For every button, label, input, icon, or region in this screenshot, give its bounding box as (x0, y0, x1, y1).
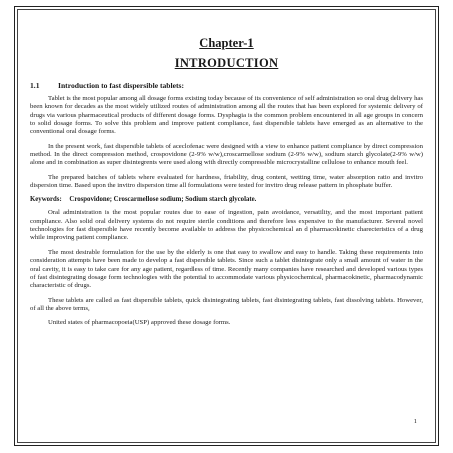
paragraph: Tablet is the most popular among all dosage forms existing today because of its convenience of self administration so oral drug delivery has been known for decades as the most widely utilized routes of administration among all the routes that has been explored for systemic delivery of drugs via various pharmaceutical products of different dosage forms. Dysphagia is the common problem encountered in all age groups in concern to solid dosage forms. To solve this problem and improve patient compliance, fast dispersible tablets have emerged as an alternative to the conventional oral dosage forms. (30, 95, 423, 136)
keywords-label: Keywords: (30, 196, 62, 204)
paragraph: The prepared batches of tablets where evaluated for hardness, friability, drug content, wetting time, water absorption ratio and invitro dispersion time. Based upon the invitro dispersion time all formulations were tested for invitro drug release pattern in phosphate buffer. (30, 173, 423, 190)
section-title: Introduction to fast dispersible tablets: (58, 81, 185, 90)
paragraph: Oral administration is the most popular routes due to ease of ingestion, pain avoidance, versatility, and the most important patient compliance. Also solid oral delivery systems do not require sterile conditions and therefore less expensive to the manufacturer. Several novel technologies for fast dispersible have recently become available to address the physicochemical an d pharmacokinetic charecteristics of a drug while improving patient compliance. (30, 209, 423, 242)
page-number: 1 (413, 418, 417, 425)
page-content (30, 36, 423, 334)
chapter-title: INTRODUCTION (174, 56, 279, 70)
keywords-text: Crospovidone; Croscarmellose sodium; Sodium starch glycolate. (69, 196, 257, 204)
keywords-line (30, 196, 423, 203)
paragraph: The most desirable formulation for the use by the elderly is one that easy to swallow and easy to handle. Taking these requirements into consideration attempts have been made to develop a fast dispersible tablets. Since such a tablet disintegrate only a small amount of water in the oral cavity, it is easy to take care for any age patient, regardless of time. Recently many companies have researched and developed various types of fast disintegrating dosage form technologies with the potential to accommodate various physicochemical, pharmacokinetic, pharmacodynamic characteristic of drugs. (30, 248, 423, 290)
paragraph: United states of pharmacopoeia(USP) approved these dosage forms. (48, 319, 231, 327)
paragraph: These tablets are called as fast dispersible tablets, quick disintegrating tablets, fast disintegrating tablets, fast dissolving tablets. However, of all the above terms, (30, 296, 423, 312)
chapter-heading: Chapter-1 (199, 36, 254, 50)
paragraph: In the present work, fast dispersible tablets of aceclofenac were designed with a view to enhance patient compliance by direct compression method. In the direct compression method, crospovidone (2-9% w/w),croscarmellose sodium (2-9% w/w), sodium starch glycolate(2-9% w/w) alone and in combination as super disintegrents were used along with directly compressible microcrystalline cellulose to enhance mouth feel. (30, 142, 423, 167)
section-number: 1.1 (30, 81, 40, 90)
section-heading (30, 81, 423, 90)
